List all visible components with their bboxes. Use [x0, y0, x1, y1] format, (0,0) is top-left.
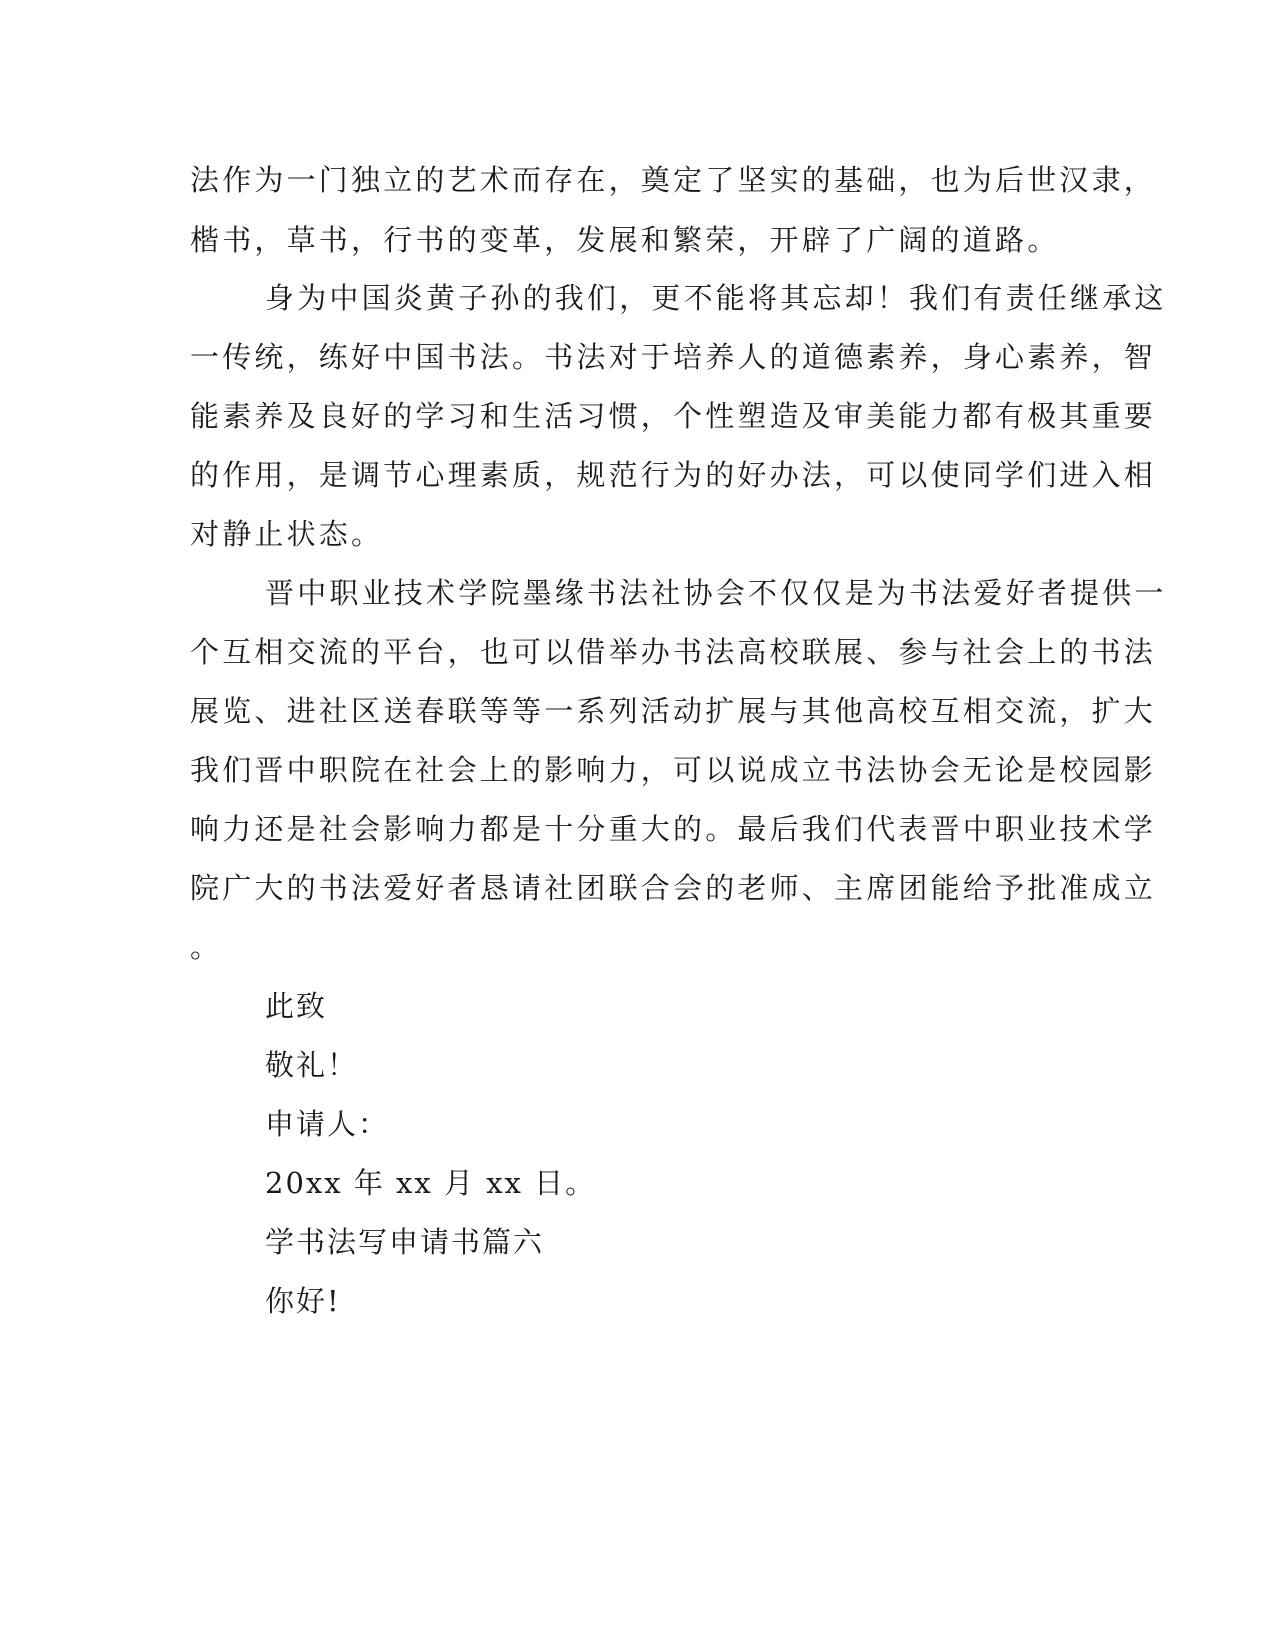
paragraph-3-line-2: 个互相交流的平台，也可以借举办书法高校联展、参与社会上的书法 — [190, 635, 1157, 669]
closing-respect: 敬礼！ — [265, 1048, 359, 1082]
paragraph-3-line-3: 展览、进社区送春联等等一系列活动扩展与其他高校互相交流，扩大 — [190, 694, 1157, 728]
paragraph-2-line-4: 的作用，是调节心理素质，规范行为的好办法，可以使同学们进入相 — [190, 458, 1157, 492]
closing-salutation: 此致 — [265, 989, 328, 1023]
section-title: 学书法写申请书篇六 — [265, 1225, 545, 1259]
paragraph-3-line-6: 院广大的书法爱好者恳请社团联合会的老师、主席团能给予批准成立 — [190, 871, 1157, 905]
paragraph-1-line-1: 法作为一门独立的艺术而存在，奠定了坚实的基础，也为后世汉隶， — [190, 163, 1157, 197]
paragraph-3-line-4: 我们晋中职院在社会上的影响力，可以说成立书法协会无论是校园影 — [190, 753, 1157, 787]
closing-applicant: 申请人： — [265, 1107, 390, 1141]
paragraph-3-line-5: 响力还是社会影响力都是十分重大的。最后我们代表晋中职业技术学 — [190, 812, 1157, 846]
paragraph-2-line-3: 能素养及良好的学习和生活习惯，个性塑造及审美能力都有极其重要 — [190, 399, 1157, 433]
closing-date: 20xx 年 xx 月 xx 日。 — [265, 1166, 597, 1200]
paragraph-2-line-5: 对静止状态。 — [190, 517, 384, 551]
paragraph-2-line-1: 身为中国炎黄子孙的我们，更不能将其忘却！我们有责任继承这 — [265, 281, 1167, 315]
paragraph-3-line-7: 。 — [190, 930, 223, 964]
section-greeting: 你好! — [265, 1284, 341, 1318]
paragraph-1-line-2: 楷书，草书，行书的变革，发展和繁荣，开辟了广阔的道路。 — [190, 223, 1060, 257]
paragraph-2-line-2: 一传统，练好中国书法。书法对于培养人的道德素养，身心素养，智 — [190, 340, 1157, 374]
paragraph-3-line-1: 晋中职业技术学院墨缘书法社协会不仅仅是为书法爱好者提供一 — [265, 576, 1167, 610]
